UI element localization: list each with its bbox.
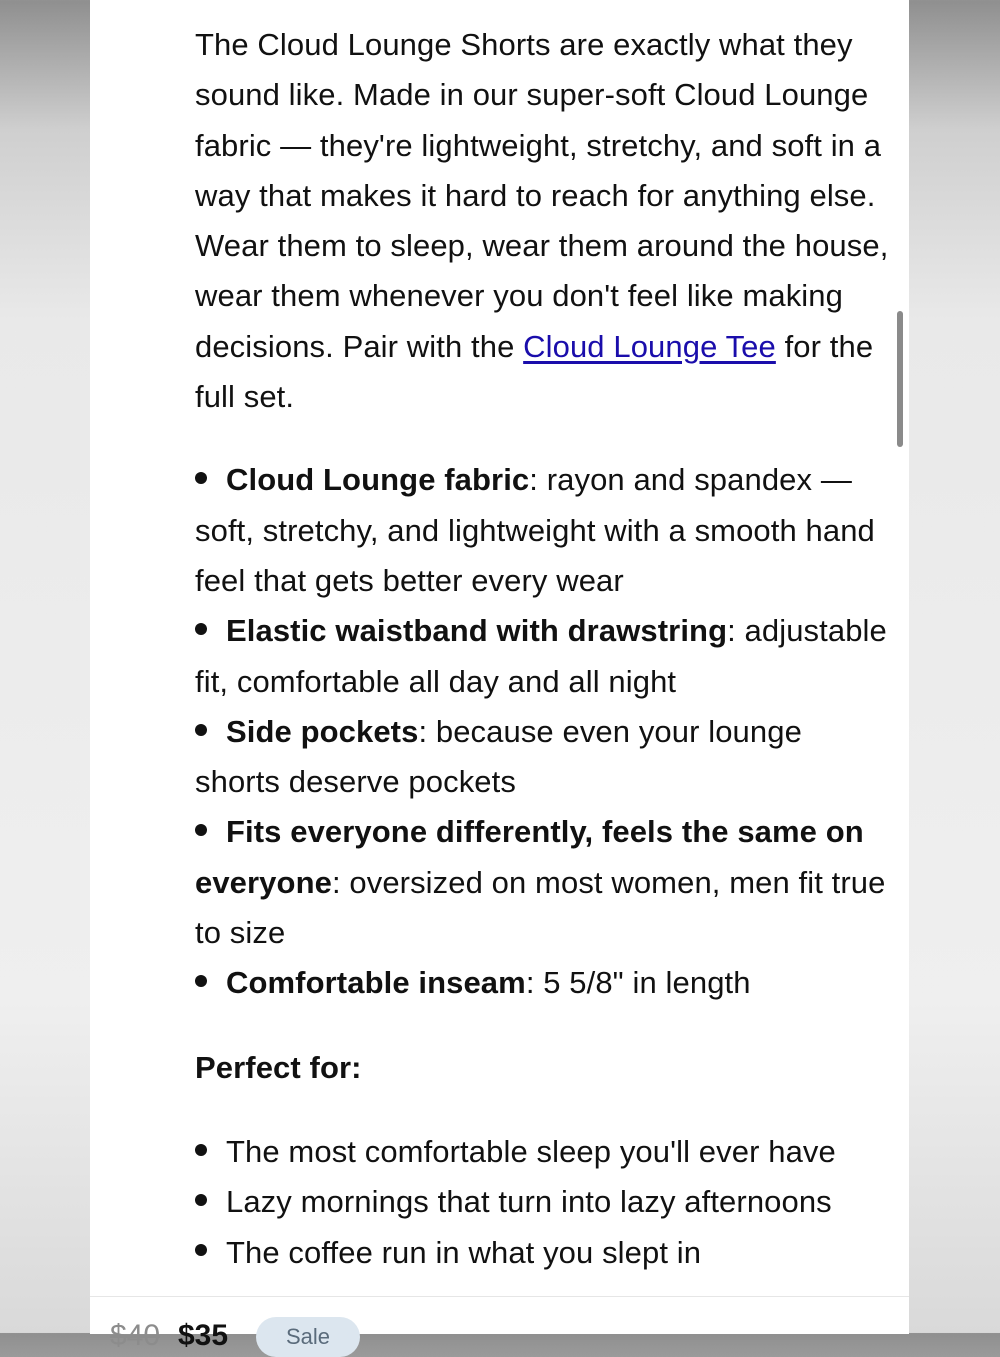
feature-item [195,455,895,606]
price-bar [90,1296,909,1352]
bullet-icon [195,1194,207,1206]
original-price: $40 [110,1319,161,1352]
perfect-for-item [195,1228,895,1278]
bullet-icon [195,1144,207,1156]
perfect-for-item [195,1177,895,1227]
bullet-icon [195,975,207,987]
feature-title: Comfortable inseam [226,965,526,1001]
feature-text: : rayon and spandex — soft, stretchy, and lightweight with a smooth hand feel that gets better every wear [195,462,875,598]
feature-title: Fits everyone differently, feels the same on everyone [195,814,864,900]
perfect-for-text: Lazy mornings that turn into lazy afternoons [226,1184,832,1220]
perfect-for-heading: Perfect for: [195,1049,362,1085]
feature-text: : oversized on most women, men fit true to size [195,864,886,951]
feature-item [195,958,895,1008]
cloud-lounge-tee-link[interactable]: Cloud Lounge Tee [523,328,776,364]
perfect-for-item [195,1127,895,1177]
bullet-icon [195,724,207,736]
bullet-icon [195,472,207,484]
scrollbar-thumb[interactable] [897,311,903,447]
intro-text-end: for the full set. [195,328,874,415]
perfect-for-text: The coffee run in what you slept in [226,1234,702,1270]
feature-item [195,606,895,707]
bullet-icon [195,824,207,836]
bullet-icon [195,1244,207,1256]
sale-price: $35 [178,1319,229,1352]
intro-paragraph [195,20,895,422]
feature-item [195,707,895,808]
feature-text: : 5 5/8" in length [525,965,751,1001]
perfect-for-list [195,1127,895,1278]
feature-item [195,807,895,958]
feature-text: : adjustable fit, comfortable all day and all night [195,613,887,699]
feature-title: Elastic waistband with drawstring [226,613,728,649]
feature-text: : because even your lounge shorts deserve pockets [195,713,802,800]
bullet-icon [195,623,207,635]
intro-text: The Cloud Lounge Shorts are exactly what they sound like. Made in our super-soft Cloud Lounge fabric — they're lightweight, stretchy, and soft in a way that makes it hard to reach for anything else. Wear them to sleep, wear them around the house, wear them whenever you don't feel like making decisions. Pair with the [195,27,889,364]
product-description [195,20,895,1278]
feature-title: Cloud Lounge fabric [226,462,530,498]
feature-title: Side pockets [226,713,419,749]
product-description-page [90,0,909,1333]
sale-badge: Sale [256,1317,360,1357]
perfect-for-text: The most comfortable sleep you'll ever have [226,1133,836,1169]
feature-list [195,455,895,1008]
